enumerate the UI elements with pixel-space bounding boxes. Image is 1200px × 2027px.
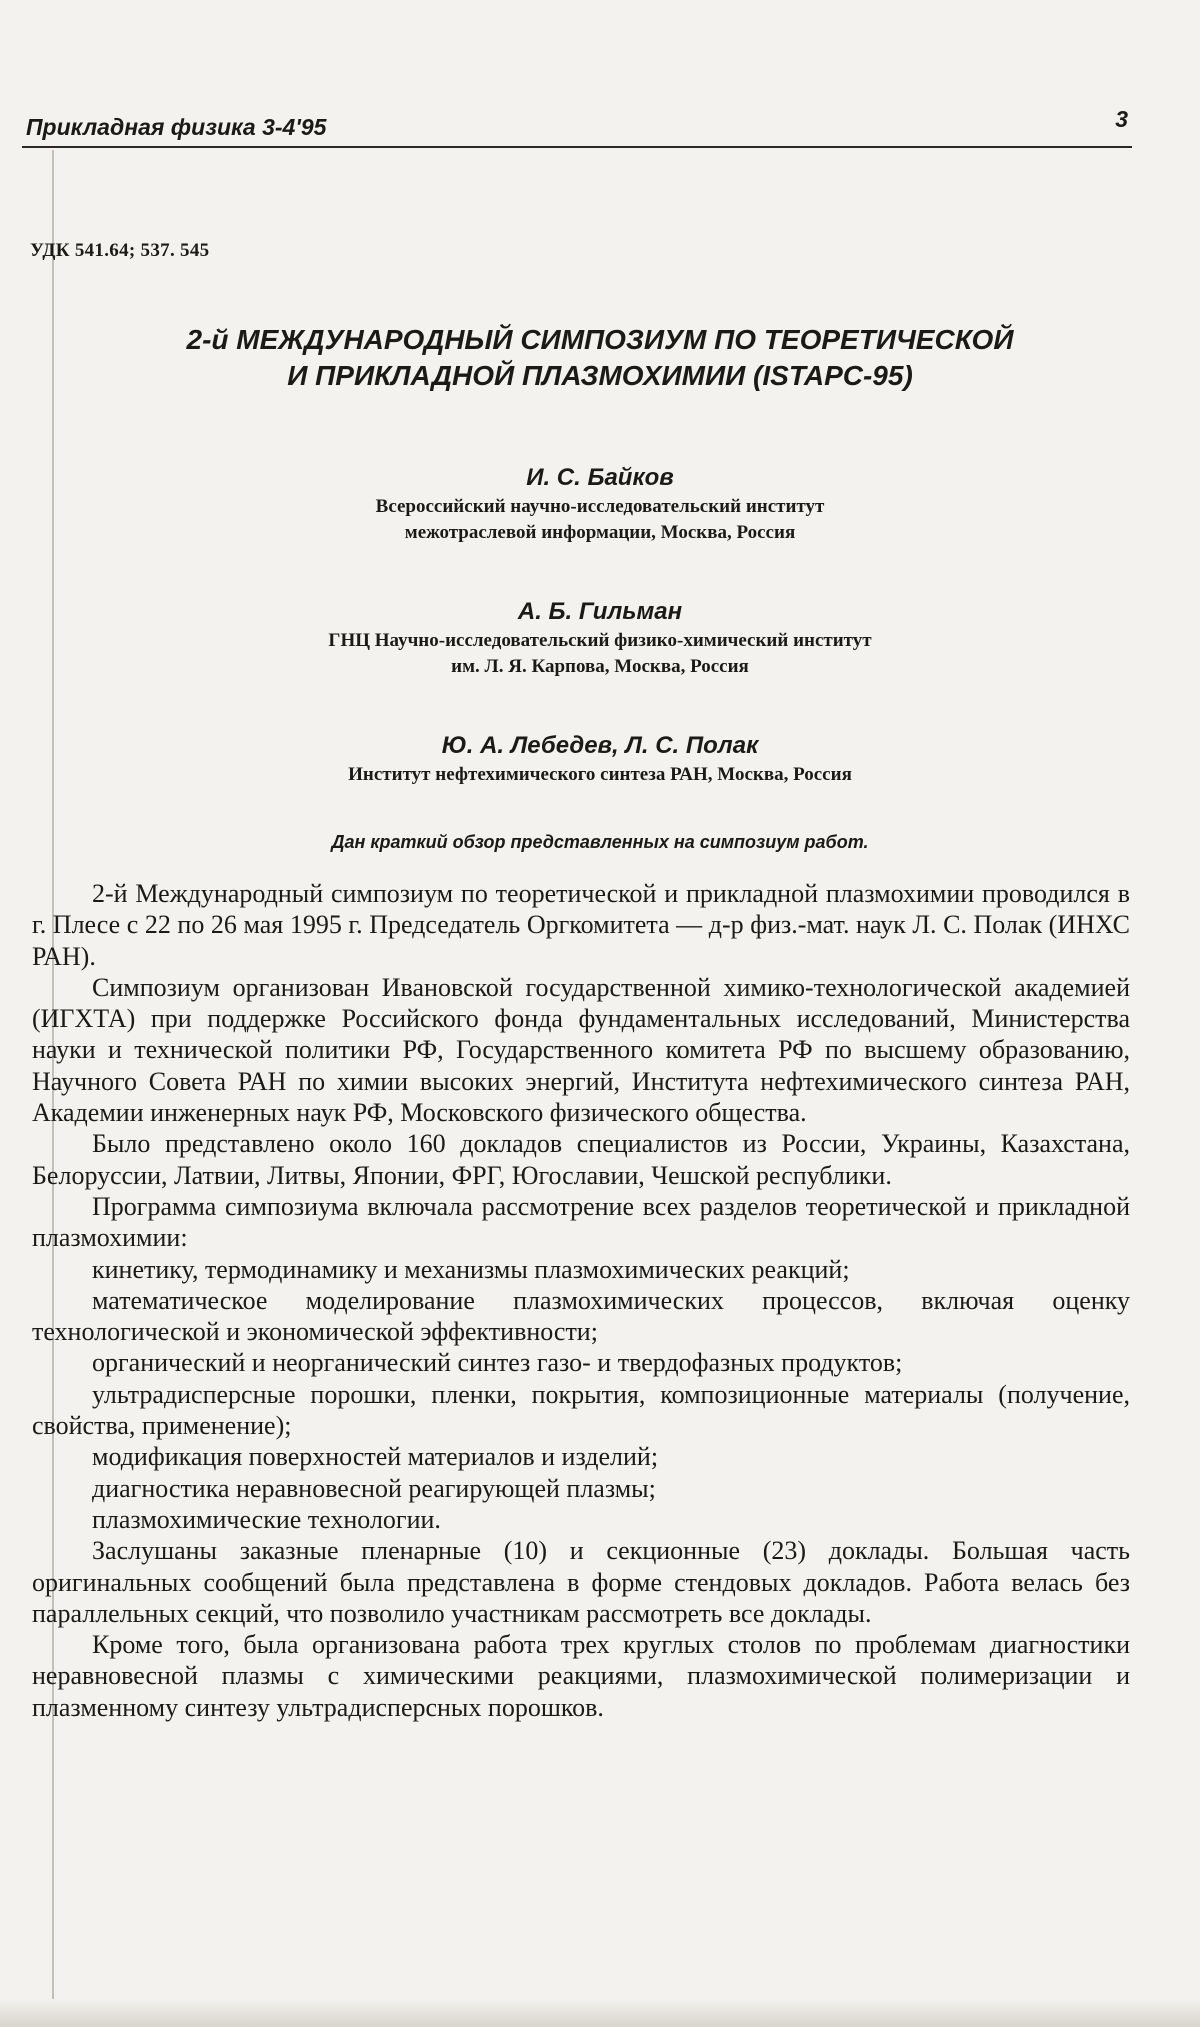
body-paragraph: Программа симпозиума включала рассмотрение всех разделов теоретической и прикладной плазмохимии: [32,1191,1130,1253]
author-block-2 [0,596,1200,680]
author-block-1 [0,462,1200,546]
journal-title: Прикладная физика 3-4'95 [26,114,327,140]
article-title [0,322,1200,394]
abstract: Дан краткий обзор представленных на симпозиум работ. [331,832,869,852]
running-header [22,106,1132,148]
page-number: 3 [1115,106,1128,132]
list-item: плазмохимические технологии. [92,1504,441,1534]
list-item: органический и неорганический синтез газо- и твердофазных продуктов; [92,1348,903,1378]
author-affiliation: межотраслевой информации, Москва, Россия [404,522,796,543]
body-paragraph: Было представлено около 160 докладов специалистов из России, Украины, Казахстана, Белоруссии, Латвии, Литвы, Японии, ФРГ, Югославии, Чешской республики. [32,1129,1130,1190]
body-paragraph: Симпозиум организован Ивановской государственной химико-технологической академией (ИГХТА) при поддержке Российского фонда фундаментальных исследований, Министерства науки и технической политики РФ, Государственного комитета РФ по высшему образованию, Научного Совета РАН по химии высоких энергий, Института нефтехимического синтеза РАН, Академии инженерных наук РФ, Московского физического общества. [32,972,1130,1128]
author-affiliation: им. Л. Я. Карпова, Москва, Россия [451,656,749,677]
author-name: И. С. Байков [526,464,674,491]
udk-code: УДК 541.64; 537. 545 [30,240,210,261]
body-paragraph: Кроме того, была организована работа трех круглых столов по проблемам диагностики неравновесной плазмы с химическими реакциями, плазмохимической полимеризации и плазменному синтезу ультрадисперсных порошков. [32,1630,1130,1722]
title-line-1: 2-й МЕЖДУНАРОДНЫЙ СИМПОЗИУМ ПО ТЕОРЕТИЧЕСКОЙ [186,324,1014,355]
author-block-3 [0,730,1200,788]
article-body [32,878,1130,1723]
list-item: кинетику, термодинамику и механизмы плазмохимических реакций; [92,1254,850,1284]
page-bottom-shadow [0,1999,1200,2027]
list-item: математическое моделирование плазмохимических процессов, включая оценку технологической и экономической эффективности; [32,1285,1130,1347]
author-affiliation: Всероссийский научно-исследовательский институт [375,496,825,517]
title-line-2: И ПРИКЛАДНОЙ ПЛАЗМОХИМИИ (ISTAPC-95) [287,360,913,391]
list-item: ультрадисперсные порошки, пленки, покрытия, композиционные материалы (получение, свойства, применение); [32,1379,1130,1441]
list-item: диагностика неравновесной реагирующей плазмы; [92,1473,656,1503]
body-paragraph: 2-й Международный симпозиум по теоретической и прикладной плазмохимии проводился в г. Плесе с 22 по 26 мая 1995 г. Председатель Оргкомитета — д-р физ.-мат. наук Л. С. Полак (ИНХС РАН). [32,879,1130,971]
body-paragraph: Заслушаны заказные пленарные (10) и секционные (23) доклады. Большая часть оригинальных сообщений была представлена в форме стендовых докладов. Работа велась без параллельных секций, что позволило участникам рассмотреть все доклады. [32,1536,1130,1628]
author-affiliation: ГНЦ Научно-исследовательский физико-химический институт [328,630,872,651]
author-name: Ю. А. Лебедев, Л. С. Полак [441,732,759,759]
author-name: А. Б. Гильман [517,598,683,625]
list-item: модификация поверхностей материалов и изделий; [92,1442,659,1472]
author-affiliation: Институт нефтехимического синтеза РАН, Москва, Россия [348,764,852,785]
